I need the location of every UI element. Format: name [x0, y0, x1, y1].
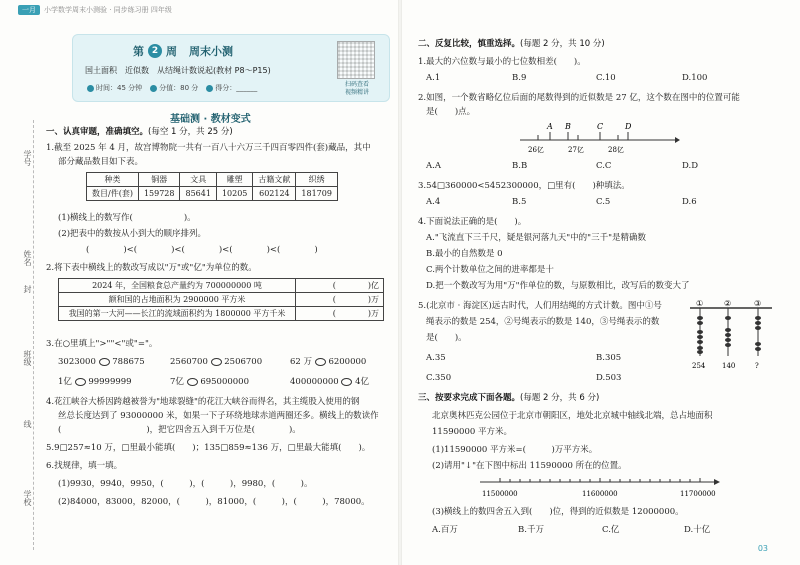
- q3-value: 1亿: [58, 377, 72, 387]
- q3-row1-b: [170, 356, 262, 368]
- r1-option-b[interactable]: B.9: [512, 73, 527, 83]
- q3-value: 400000000: [290, 377, 339, 387]
- time-meta: [87, 83, 142, 93]
- table-cell: 602124: [253, 187, 296, 201]
- side-label-id: 学号: [23, 150, 32, 166]
- tick-label: 26亿: [528, 146, 544, 154]
- compare-circle[interactable]: [99, 358, 110, 366]
- compare-circle[interactable]: [187, 378, 198, 386]
- table-cell: 额和国的占地面积为 2900000 平方米: [59, 293, 296, 307]
- r2-line2: 是( )点。: [426, 107, 476, 117]
- point-label: D: [625, 122, 632, 131]
- compare-circle[interactable]: [341, 378, 352, 386]
- axis-arrow: [675, 137, 680, 143]
- rope-label: ①: [696, 300, 704, 308]
- tick-label: 27亿: [568, 146, 584, 154]
- s3-line2: 11590000 平方米。: [432, 427, 512, 437]
- r2-option-c[interactable]: C.C: [596, 161, 612, 171]
- q4-line1: 4.花江峡谷大桥因跨越被誉为"地球裂缝"的花江大峡谷而得名，其主缆股入使用的钢: [46, 397, 360, 407]
- table-row: [87, 187, 338, 201]
- tick-label: 11700000: [680, 490, 716, 498]
- q3-row2-b: [170, 376, 249, 388]
- r4-option-b[interactable]: B.最小的自然数是 0: [426, 249, 503, 259]
- side-label-name: 姓名: [23, 250, 32, 266]
- quiz-title: 周末小测: [189, 45, 233, 58]
- table-cell: 181709: [296, 187, 338, 201]
- s3-line1: 北京奥林匹克公园位于北京市朝阳区，地处北京城中轴线北端，总占地面积: [432, 411, 713, 421]
- q1-sub2: (2)把表中的数按从小到大的顺序排列。: [58, 229, 207, 239]
- got-score-meta: [206, 83, 257, 93]
- r3-option-b[interactable]: B.5: [512, 197, 527, 207]
- r4-option-c[interactable]: C.两个计数单位之间的进率都是十: [426, 265, 554, 275]
- q3-value: 695000000: [200, 377, 249, 387]
- section2-title-text: 二、反复比较，慎重选择。: [418, 39, 521, 49]
- top-bar-tag: 一月: [18, 5, 40, 15]
- q1-line2: 部分藏品数目如下表。: [58, 157, 144, 167]
- week-prefix: 第: [133, 45, 144, 58]
- r5-option-a[interactable]: A.35: [426, 353, 446, 363]
- s3-option-d[interactable]: D.十亿: [684, 525, 711, 535]
- r1-option-d[interactable]: D.100: [682, 73, 708, 83]
- q3-row1-c: [290, 356, 366, 368]
- table-row: [59, 293, 384, 307]
- q3-row1-a: [58, 356, 145, 368]
- tick-label: 28亿: [608, 146, 624, 154]
- q6-row2[interactable]: (2)84000，83000，82000，( )，81000，( )，( )，78000。: [58, 497, 370, 507]
- side-label-seal: 封: [23, 285, 32, 293]
- q3-row2-c: [290, 376, 369, 388]
- r3-text: 3.54□360000<5452300000，□里有( )种填法。: [418, 181, 630, 191]
- section1-note: (每空 1 分，共 25 分): [148, 127, 233, 137]
- tick-label: 11600000: [582, 490, 618, 498]
- clock-icon: [87, 85, 94, 92]
- table-cell: 159728: [138, 187, 180, 201]
- minor-ticks: [500, 478, 700, 482]
- binding-dash-line: [33, 120, 34, 550]
- r1-option-a[interactable]: A.1: [426, 73, 441, 83]
- knot-rope-figure: [688, 300, 774, 372]
- rope-label: ③: [754, 300, 762, 308]
- table-cell: 我国的第一大河——长江的流域面积约为 1800000 平方千米: [59, 307, 296, 321]
- section3-title: [418, 392, 599, 404]
- week-header: [72, 34, 390, 102]
- s3-sub2: (2)请用"↓"在下图中标出 11590000 所在的位置。: [432, 461, 627, 471]
- r5-line1: 5.(北京市 · 海淀区)远古时代，人们用结绳的方式计数。图中①号: [418, 301, 662, 311]
- section3-note: (每题 2 分，共 6 分): [520, 393, 600, 403]
- q6-title: 6.找规律，填一填。: [46, 461, 123, 471]
- tick-label: 11500000: [482, 490, 518, 498]
- q3-row2-a: [58, 376, 132, 388]
- section1-title: [46, 126, 233, 138]
- qr-code-icon[interactable]: [337, 41, 375, 79]
- q2-table: [58, 278, 384, 321]
- s3-sub3[interactable]: (3)横线上的数四舍五入到( )位，得到的近似数是 12000000。: [432, 507, 684, 517]
- compare-circle[interactable]: [75, 378, 86, 386]
- pen-icon: [206, 85, 213, 92]
- r5-option-c[interactable]: C.350: [426, 373, 452, 383]
- q3-title: 3.在○里填上">""<"或"="。: [46, 339, 158, 349]
- section-banner: 基础测 · 教材变式: [170, 114, 251, 125]
- table-cell: 文具: [180, 173, 216, 187]
- rope-label: ②: [724, 300, 732, 308]
- section3-title-text: 三、按要求完成下面各题。: [418, 393, 521, 403]
- qr-label: 扫码查看 视频精讲: [344, 81, 369, 96]
- s3-option-b[interactable]: B.千万: [518, 525, 544, 535]
- r3-option-d[interactable]: D.6: [682, 197, 697, 207]
- table-row: [87, 173, 338, 187]
- s3-number-line[interactable]: [480, 472, 720, 504]
- q3-value: 788675: [112, 357, 145, 367]
- table-cell: 雕塑: [216, 173, 252, 187]
- table-cell: 种类: [87, 173, 139, 187]
- q1-sub1[interactable]: (1)横线上的数写作( )。: [58, 213, 196, 223]
- r2-number-line: [520, 118, 680, 158]
- q3-value: 62 万: [290, 357, 313, 367]
- q3-value: 4亿: [355, 377, 369, 387]
- q3-value: 3023000: [58, 357, 96, 367]
- q3-value: 7亿: [170, 377, 184, 387]
- time-text: 时间：45 分钟: [96, 84, 143, 92]
- table-row: [59, 279, 384, 293]
- r1-option-c[interactable]: C.10: [596, 73, 616, 83]
- rope-value: 254: [692, 362, 706, 370]
- q4-line3[interactable]: ( )，把它四舍五入到千万位是( )。: [58, 425, 301, 435]
- r5-option-b[interactable]: B.305: [596, 353, 622, 363]
- book-spine: [398, 0, 402, 565]
- week-number-badge: 2: [148, 44, 162, 58]
- r4-option-a[interactable]: A."飞流直下三千尺，疑是银河落九天"中的"三千"是精确数: [426, 233, 646, 243]
- score-meta: [150, 83, 198, 93]
- r5-option-d[interactable]: D.503: [596, 373, 622, 383]
- compare-circle[interactable]: [315, 358, 326, 366]
- side-label-class: 班级: [23, 350, 32, 366]
- got-score-text: 得分：______: [215, 84, 258, 92]
- axis-arrow: [714, 479, 720, 485]
- q1-table: [86, 172, 338, 201]
- r2-option-b[interactable]: B.B: [512, 161, 528, 171]
- r4-option-d[interactable]: D.把一个数改写为用"万"作单位的数，与原数相比，改写后的数变大了: [426, 281, 690, 291]
- section2-title: [418, 38, 605, 50]
- q3-value: 6200000: [328, 357, 367, 367]
- s3-sub1[interactable]: (1)11590000 平方米=( )万平方米。: [432, 445, 598, 455]
- q3-value: 2506700: [224, 357, 263, 367]
- table-cell: 数目/件(套): [87, 187, 139, 201]
- r2-option-d[interactable]: D.D: [682, 161, 699, 171]
- header-meta: [87, 83, 257, 93]
- q5-text[interactable]: 5.9□257≈10 万，□里最小能填( )；135□859≈136 万，□里最大能填( )。: [46, 443, 371, 453]
- section1-title-text: 一、认真审题，准确填空。: [46, 127, 149, 137]
- q1-line1: 1.截至 2025 年 4 月，故宫博物院一共有一百八十六万三千四百零四件(套)藏品，其中: [46, 143, 371, 153]
- top-bar-text: 小学数学周末小测验 · 同步练习册 四年级: [44, 6, 172, 14]
- rope-value: 140: [722, 362, 736, 370]
- week-suffix: 周: [166, 45, 177, 58]
- page-number: 03: [757, 544, 768, 553]
- section2-note: (每题 2 分，共 10 分): [520, 39, 605, 49]
- table-cell-answer[interactable]: ( )亿: [296, 279, 384, 293]
- knots-1: [697, 316, 703, 354]
- q3-value: 2560700: [170, 357, 208, 367]
- side-label-school: 学校: [23, 490, 32, 506]
- side-label-line: 线: [23, 420, 32, 428]
- point-label: A: [547, 122, 553, 131]
- table-cell: 85641: [180, 187, 216, 201]
- r5-line2: 绳表示的数是 254，②号绳表示的数是 140，③号绳表示的数: [426, 317, 660, 327]
- point-label: C: [597, 122, 604, 131]
- table-cell: 2024 年，全国粮食总产量约为 700000000 吨: [59, 279, 296, 293]
- point-label: B: [565, 122, 571, 131]
- r4-title: 4.下面说法正确的是( )。: [418, 217, 527, 227]
- table-cell: 铜器: [138, 173, 180, 187]
- r3-option-a[interactable]: A.4: [426, 197, 441, 207]
- compare-circle[interactable]: [211, 358, 222, 366]
- q2-title: 2.将下表中横线上的数改写成以"万"或"亿"为单位的数。: [46, 263, 257, 273]
- score-icon: [150, 85, 157, 92]
- table-cell-answer[interactable]: ( )万: [296, 293, 384, 307]
- q6-row1[interactable]: (1)9930，9940，9950，( )，( )，9980，( )。: [58, 479, 313, 489]
- table-cell: 古籍文献: [253, 173, 296, 187]
- q4-line2: 丝总长度达到了 93000000 米，如果一下子环绕地球赤道两圈还多。横线上的数读作: [58, 411, 379, 421]
- table-row: [59, 307, 384, 321]
- table-cell: 织绣: [296, 173, 338, 187]
- r5-line3: 是( )。: [426, 333, 467, 343]
- table-cell-answer[interactable]: ( )万: [296, 307, 384, 321]
- header-title: [133, 43, 233, 59]
- top-bar: [18, 4, 172, 16]
- rope-value: ?: [755, 362, 759, 370]
- q1-blanks[interactable]: ( )<( )<( )<( )<( ): [86, 245, 318, 255]
- table-cell: 10205: [216, 187, 252, 201]
- header-subtitle: 国土面积 近似数 从结绳计数说起(教材 P8～P15): [85, 66, 271, 75]
- score-text: 分值：80 分: [159, 84, 199, 92]
- r2-option-a[interactable]: A.A: [426, 161, 441, 171]
- r1-text: 1.最大的六位数与最小的七位数相差( )。: [418, 57, 586, 67]
- s3-option-c[interactable]: C.亿: [602, 525, 620, 535]
- r2-line1: 2.如图，一个数省略亿位后面的尾数得到的近似数是 27 亿，这个数在图中的位置可能: [418, 93, 740, 103]
- q3-value: 99999999: [88, 377, 132, 387]
- r3-option-c[interactable]: C.5: [596, 197, 611, 207]
- s3-option-a[interactable]: A.百万: [432, 525, 458, 535]
